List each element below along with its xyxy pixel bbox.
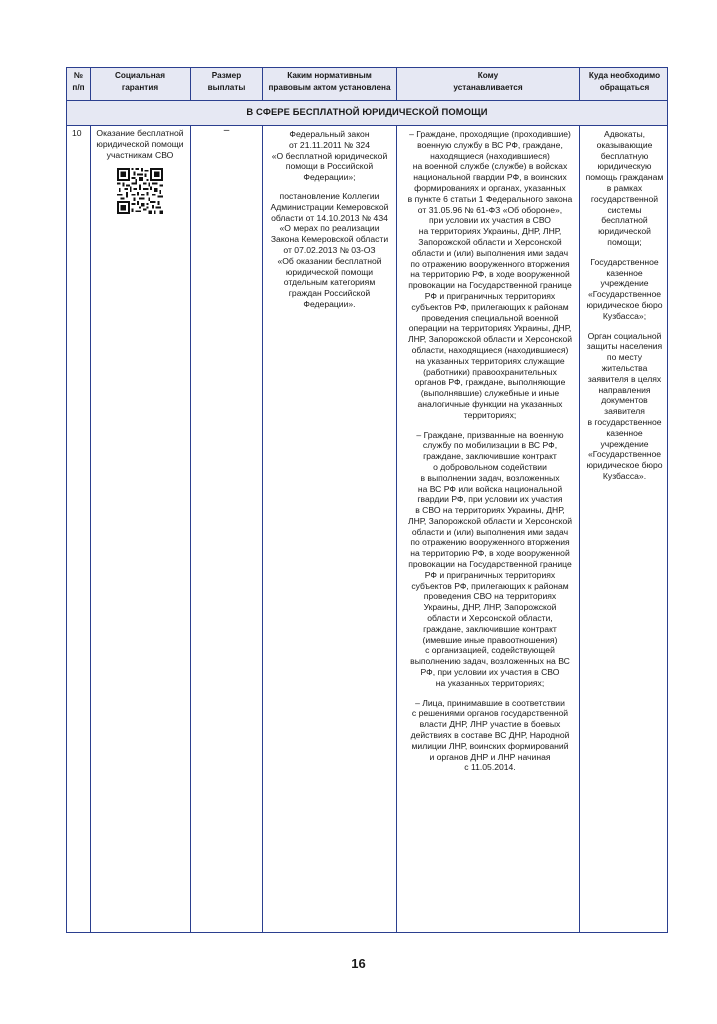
apply-item: Государственное казенное учреждение «Государственное юридическое бюро Кузбасса»;	[586, 256, 663, 321]
recipient-item: – Лица, принимавшие в соответствии с решениями органов государственной власти ДНР, ЛНР участие в боевых действиях в составе ВС ДНР, Народной милиции ЛНР, воинских формирований и органов ДНР и ЛНР начиная с 11.05.2014.	[410, 697, 570, 773]
amount-cell: –	[223, 125, 230, 136]
header-amount: Размер выплаты	[207, 71, 246, 92]
guarantee-text: Оказание бесплатной юридической помощи участникам СВО	[96, 128, 184, 160]
where-to-apply-cell	[580, 129, 669, 491]
col-line-2	[190, 125, 191, 932]
header-divider	[67, 100, 667, 101]
legal-act-item: постановление Коллегии Администрации Кемеровской области от 14.10.2013 № 434 «О мерах по реализации Закона Кемеровской области от 07.02.2013 № 03-ОЗ «Об оказании бесплатной юридической помощи отдельным категориям граждан Российской Федерации».	[270, 190, 389, 309]
apply-item: Адвокаты, оказывающие бесплатную юридическую помощь гражданам в рамках государственной системы бесплатной юридической помощи;	[585, 129, 664, 247]
header-recipients: Кому устанавливается	[453, 71, 523, 92]
qr-code-icon[interactable]	[117, 168, 163, 214]
header-guarantee: Социальная гарантия	[114, 71, 166, 92]
legal-acts-cell	[263, 129, 396, 318]
recipient-item: – Граждане, проходящие (проходившие) военную службу в ВС РФ, граждане, находящиеся (находившиеся) на военной службе (службе) в войсках национальной гвардии РФ, в воинских формированиях и органах, указанных в пункте 6 статьи 1 Федерального закона от 31.05.96 № 61-ФЗ «Об обороне», при условии их участия в СВО на территориях Украины, ДНР, ЛНР, Запорожской области и Херсонской области и (или) выполнения ими задач по отражению вооруженного вторжения на территорию РФ, в ходе вооруженной провокации на Государственной границе РФ и приграничных территориях субъектов РФ, прилегающих к районам проведения специальной военной операции на территориях Украины, ДНР, ЛНР, Запорожской области и Херсонской области, находящиеся (находившиеся) на указанных территориях служащие (работники) правоохранительных органов РФ, граждане, выполняющие (выполнявшие) служебные и иные аналогичные функции на указанных территориях;	[407, 129, 573, 420]
section-divider	[67, 125, 667, 126]
recipient-item: – Граждане, призванные на военную службу по мобилизации в ВС РФ, граждане, заключившие контракт о добровольном содействии в выполнении задач, возложенных на ВС РФ или войска национальной гвардии РФ, при условии их участия в СВО на территориях Украины, ДНР, ЛНР, Запорожской области и Херсонской области и (или) выполнения ими задач по отражению вооруженного вторжения на территорию РФ, в ходе вооруженной провокации на Государственной границе РФ и приграничных территориях субъектов РФ, прилегающих к районам проведения СВО на территориях Украины, ДНР, ЛНР, Запорожской области и Херсонской области, граждане, заключившие контракт (имевшие иные правоотношения) с организацией, содействующей выполнению задач, возложенных на ВС РФ, при условии их участия в СВО на указанных территориях;	[407, 429, 573, 688]
section-title: В СФЕРЕ БЕСПЛАТНОЙ ЮРИДИЧЕСКОЙ ПОМОЩИ	[246, 106, 488, 117]
header-number: № п/п	[72, 71, 85, 92]
header-where-to-apply: Куда необходимо обращаться	[588, 71, 661, 92]
col-line-1	[90, 125, 91, 932]
page-number: 16	[351, 956, 366, 971]
apply-item: Орган социальной защиты населения по месту жительства заявителя в целях направления документов заявителя в государственное казенное учреждение «Государственное юридическое бюро Кузбасса».	[586, 330, 663, 481]
legal-act-item: Федеральный закон от 21.11.2011 № 324 «О бесплатной юридической помощи в Российской Федерации»;	[271, 129, 388, 183]
recipients-cell	[397, 129, 579, 782]
guarantee-cell	[90, 128, 190, 214]
header-legal-act: Каким нормативным правовым актом установлена	[268, 71, 391, 92]
row-number: 10	[72, 128, 82, 138]
benefits-table	[66, 67, 668, 933]
